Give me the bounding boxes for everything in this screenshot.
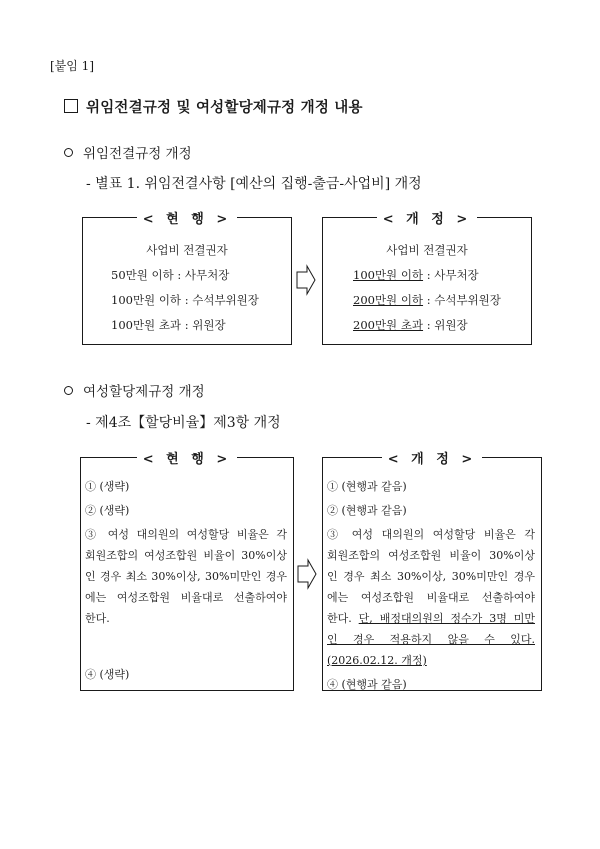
section2-revised-panel: [322, 452, 542, 691]
main-title: [64, 96, 363, 117]
list-item: 100만원 이하 : 사무처장: [353, 268, 479, 282]
section2-subheading: - 제4조【할당비율】제3항 개정: [86, 415, 281, 431]
paragraph-line: 한다.: [85, 612, 110, 625]
table-header: 사업비 전결권자: [146, 243, 228, 257]
paragraph-line: 인 경우 최소 30%이상, 30%미만인 경우: [85, 570, 287, 583]
panel-title: < 개 정 >: [323, 448, 541, 467]
arrow-right-icon: [297, 558, 317, 590]
paragraph-line: 에는 여성조합원 비율대로 선출하여야: [327, 591, 535, 604]
main-title-text: 위임전결규정 및 여성할당제규정 개정 내용: [86, 99, 363, 116]
list-item: 50만원 이하 : 사무처장: [111, 268, 230, 282]
paragraph-line: 인 경우 최소 30%이상, 30%미만인 경우: [327, 570, 535, 583]
section1-subheading: - 별표 1. 위임전결사항 [예산의 집행-출금-사업비] 개정: [86, 176, 422, 192]
list-item: ④ (현행과 같음): [327, 678, 407, 691]
list-item: ① (생략): [85, 480, 130, 493]
attachment-label: [붙임 1]: [50, 59, 94, 73]
amendment-text: 단, 배정대의원의 정수가 3명 미만: [358, 612, 535, 625]
panel-title: < 현 행 >: [83, 208, 291, 227]
list-item: ② (생략): [85, 504, 130, 517]
section2-heading: 여성할당제규정 개정: [64, 380, 205, 400]
arrow-right-icon: [296, 264, 316, 296]
paragraph-line: 에는 여성조합원 비율대로 선출하여야: [85, 591, 287, 604]
list-item: ④ (생략): [85, 668, 130, 681]
list-item: 100만원 초과 : 위원장: [111, 318, 226, 332]
paragraph-line: ③ 여성 대의원의 여성할당 비율은 각: [85, 528, 287, 541]
list-item: 200만원 초과 : 위원장: [353, 318, 468, 332]
section1-heading: 위임전결규정 개정: [64, 142, 192, 162]
section1-current-panel: [82, 212, 292, 345]
circle-bullet-icon: [64, 148, 73, 157]
paragraph-line: 한다. 단, 배정대의원의 정수가 3명 미만: [327, 612, 535, 625]
paragraph-line: 회원조합의 여성조합원 비율이 30%이상: [327, 549, 535, 562]
paragraph-line: ③ 여성 대의원의 여성할당 비율은 각: [327, 528, 535, 541]
section2-current-panel: [80, 452, 294, 691]
panel-title: < 현 행 >: [81, 448, 293, 467]
list-item: ② (현행과 같음): [327, 504, 407, 517]
list-item: 200만원 이하 : 수석부위원장: [353, 293, 501, 307]
circle-bullet-icon: [64, 386, 73, 395]
amendment-text: 인 경우 적용하지 않을 수 있다.: [327, 633, 535, 646]
table-header: 사업비 전결권자: [386, 243, 468, 257]
list-item: 100만원 이하 : 수석부위원장: [111, 293, 259, 307]
section1-revised-panel: [322, 212, 532, 345]
list-item: ① (현행과 같음): [327, 480, 407, 493]
amendment-date: (2026.02.12. 개정): [327, 654, 427, 667]
paragraph-line: 회원조합의 여성조합원 비율이 30%이상: [85, 549, 287, 562]
panel-title: < 개 정 >: [323, 208, 531, 227]
square-bullet-icon: [64, 99, 78, 113]
